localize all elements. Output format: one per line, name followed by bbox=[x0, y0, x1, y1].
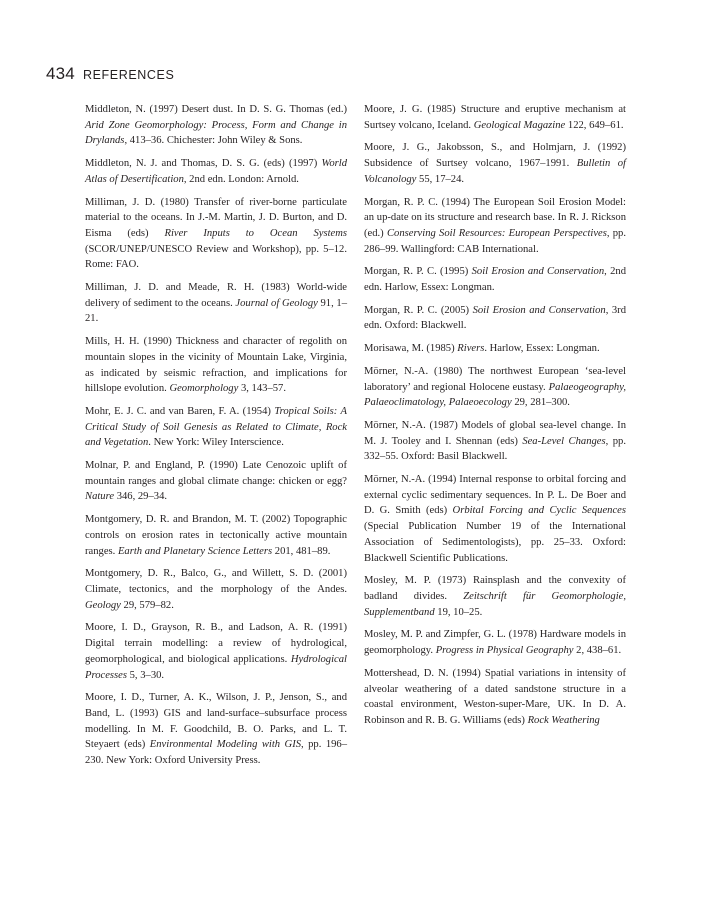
reference-text: 29, 579–82. bbox=[120, 599, 174, 611]
reference-text: (SCOR/UNEP/UNESCO Review and Workshop), pp. 5–12. Rome: FAO. bbox=[85, 243, 347, 271]
reference-entry bbox=[85, 102, 347, 149]
reference-text: 91, 1–21. bbox=[85, 297, 348, 325]
reference-title: Tropical Soils: A Critical Study of Soil Genesis as Related to Climate, Rock and Vegetation bbox=[85, 405, 347, 449]
reference-text: Milliman, J. D. (1980) Transfer of river-borne particulate material to the oceans. In J.-M. Martin, J. D. Burton, and D. Eisma (eds) bbox=[85, 196, 347, 239]
reference-text: 201, 481–89. bbox=[272, 545, 331, 557]
reference-entry bbox=[364, 102, 626, 133]
reference-entry bbox=[364, 341, 626, 357]
reference-text: Morgan, R. P. C. (1994) The European Soil Erosion Model: an up-date on its structure and research base. In R. J. Rickson (ed.) bbox=[364, 196, 626, 239]
reference-entry bbox=[85, 156, 347, 187]
reference-text: , 3rd edn. Oxford: Blackwell. bbox=[364, 304, 626, 332]
reference-title: Earth and Planetary Science Letters bbox=[117, 545, 273, 557]
reference-text: 2, 438–61. bbox=[573, 645, 622, 657]
reference-title: Hydrological Processes bbox=[85, 653, 347, 681]
reference-text: Mosley, M. P. and Zimpfer, G. L. (1978) Hardware models in geomorphology. bbox=[364, 629, 626, 657]
reference-text: Moore, J. G., Jakobsson, S., and Holmjarn, J. (1992) Subsidence of Surtsey volcano, 1967–1991. bbox=[364, 142, 626, 170]
reference-text: 3, 143–57. bbox=[238, 383, 286, 395]
reference-entry bbox=[364, 364, 626, 411]
reference-entry bbox=[364, 472, 626, 566]
reference-text: Mörner, N.-A. (1994) Internal response to orbital forcing and external cyclic sedimentary sequences. In P. L. De Boer and D. G. Smith (eds) bbox=[364, 474, 626, 517]
reference-text: Mörner, N.-A. (1980) The northwest European ‘sea-level laboratory’ and regional Holocene eustasy. bbox=[364, 365, 626, 393]
reference-text: Middleton, N. J. and Thomas, D. S. G. (eds) (1997) bbox=[85, 158, 322, 170]
reference-entry bbox=[85, 280, 347, 327]
reference-text: Morgan, R. P. C. (2005) bbox=[364, 304, 473, 316]
reference-text: Mills, H. H. (1990) Thickness and character of regolith on mountain slopes in the vicinity of Mountain Lake, Virginia, as indicated by seismic refraction, and implications for hillslope evolution. bbox=[85, 336, 347, 395]
reference-text: Moore, I. D., Turner, A. K., Wilson, J. P., Jenson, S., and Band, L. (1993) GIS and land-surface–subsurface process modelling. In M. F. Goodchild, B. O. Parks, and L. T. Steyaert (eds) bbox=[85, 692, 347, 751]
reference-text: Morgan, R. P. C. (1995) bbox=[364, 266, 472, 278]
reference-entry bbox=[85, 404, 347, 451]
reference-title: Progress in Physical Geography bbox=[435, 645, 574, 657]
right-column bbox=[364, 102, 626, 736]
reference-text: 346, 29–34. bbox=[114, 491, 168, 503]
reference-entry bbox=[364, 264, 626, 295]
reference-entry bbox=[85, 334, 347, 397]
reference-entry bbox=[364, 666, 626, 729]
reference-text: , 2nd edn. London: Arnold. bbox=[183, 173, 299, 185]
reference-text: 122, 649–61. bbox=[565, 119, 624, 131]
reference-text: 5, 3–30. bbox=[126, 669, 165, 681]
reference-entry bbox=[85, 458, 347, 505]
reference-text: Molnar, P. and England, P. (1990) Late Cenozoic uplift of mountain ranges and global climate change: chicken or egg? bbox=[85, 460, 347, 487]
reference-text: , 413–36. Chichester: John Wiley & Sons. bbox=[124, 135, 303, 147]
reference-title: Geomorphology bbox=[169, 383, 239, 395]
reference-entry bbox=[85, 512, 347, 559]
reference-title: Rivers bbox=[457, 343, 485, 355]
reference-title: Environmental Modeling with GIS bbox=[149, 739, 302, 751]
reference-title: Soil Erosion and Conservation bbox=[472, 304, 606, 316]
reference-title: Nature bbox=[85, 491, 115, 503]
reference-title: Bulletin of Volcanology bbox=[364, 158, 626, 185]
reference-title: River Inputs to Ocean Systems bbox=[164, 227, 347, 239]
reference-text: Morisawa, M. (1985) bbox=[364, 343, 458, 355]
reference-title: Rock Weathering bbox=[527, 714, 600, 726]
reference-text: , pp. 286–99. Wallingford: CAB International. bbox=[364, 227, 626, 255]
reference-text: Montgomery, D. R. and Brandon, M. T. (2002) Topographic controls on erosion rates in tectonically active mountain ranges. bbox=[85, 514, 347, 557]
reference-entry bbox=[85, 566, 347, 613]
reference-text: 29, 281–300. bbox=[511, 397, 570, 409]
reference-text: Mosley, M. P. (1973) Rainsplash and the convexity of badland divides. bbox=[364, 575, 626, 602]
reference-text: Montgomery, D. R., Balco, G., and Willett, S. D. (2001) Climate, tectonics, and the morphology of the Andes. bbox=[85, 568, 347, 595]
page-number: 434 bbox=[46, 64, 75, 83]
reference-entry bbox=[364, 140, 626, 187]
reference-entry bbox=[85, 195, 347, 274]
reference-title: Journal of Geology bbox=[235, 297, 318, 309]
reference-entry bbox=[364, 627, 626, 658]
reference-text: 19, 10–25. bbox=[434, 606, 483, 618]
reference-text: Mörner, N.-A. (1987) Models of global sea-level change. In M. J. Tooley and I. Shennan (eds) bbox=[364, 419, 626, 447]
reference-text: (Special Publication Number 19 of the International Association of Sedimentologists), pp. 25–33. Oxford: Blackwell Scientific Publications. bbox=[364, 521, 626, 564]
reference-title: Geological Magazine bbox=[473, 119, 566, 131]
reference-text: 55, 17–24. bbox=[416, 173, 465, 185]
reference-entry bbox=[364, 573, 626, 620]
reference-text: . New York: Wiley Interscience. bbox=[148, 437, 284, 449]
reference-title: Soil Erosion and Conservation bbox=[471, 266, 605, 278]
reference-title: Zeitschrift für Geomorphologie, Supplementband bbox=[364, 590, 626, 618]
running-head: REFERENCES bbox=[82, 68, 175, 82]
reference-text: Moore, I. D., Grayson, R. B., and Ladson, A. R. (1991) Digital terrain modelling: a review of hydrological, geomorphological, and biological applications. bbox=[85, 622, 347, 665]
reference-text: Moore, J. G. (1985) Structure and eruptive mechanism at Surtsey volcano, Iceland. bbox=[364, 104, 626, 131]
reference-entry bbox=[85, 620, 347, 683]
reference-title: World Atlas of Desertification bbox=[85, 158, 347, 185]
reference-text: Milliman, J. D. and Meade, R. H. (1983) World-wide delivery of sediment to the oceans. bbox=[85, 282, 347, 309]
reference-title: Orbital Forcing and Cyclic Sequences bbox=[452, 505, 626, 517]
left-column bbox=[85, 102, 347, 776]
reference-entry bbox=[85, 690, 347, 769]
reference-text: Mohr, E. J. C. and van Baren, F. A. (1954) bbox=[85, 405, 275, 417]
reference-title: Arid Zone Geomorphology: Process, Form and Change in Drylands bbox=[85, 119, 347, 147]
reference-text: , pp. 332–55. Oxford: Basil Blackwell. bbox=[364, 435, 626, 463]
page-header bbox=[46, 64, 174, 84]
reference-text: . Harlow, Essex: Longman. bbox=[484, 343, 600, 355]
reference-entry bbox=[364, 303, 626, 334]
reference-title: Conserving Soil Resources: European Perspectives bbox=[386, 227, 607, 239]
reference-text: , pp. 196–230. New York: Oxford University Press. bbox=[85, 739, 348, 767]
reference-title: Geology bbox=[85, 599, 121, 611]
reference-title: Palaeogeography, Palaeoclimatology, Palaeoecology bbox=[364, 381, 626, 409]
reference-entry bbox=[364, 418, 626, 465]
reference-text: Mottershead, D. N. (1994) Spatial variations in intensity of alveolar weathering of a dated sandstone structure in a coastal environment, Weston-super-Mare, UK. In D. A. Robinson and R. B. G. Williams (eds) bbox=[364, 667, 626, 726]
reference-entry bbox=[364, 195, 626, 258]
reference-title: Sea-Level Changes bbox=[522, 435, 606, 447]
reference-text: , 2nd edn. Harlow, Essex: Longman. bbox=[364, 266, 627, 294]
reference-text: Middleton, N. (1997) Desert dust. In D. S. G. Thomas (ed.) bbox=[85, 104, 347, 115]
